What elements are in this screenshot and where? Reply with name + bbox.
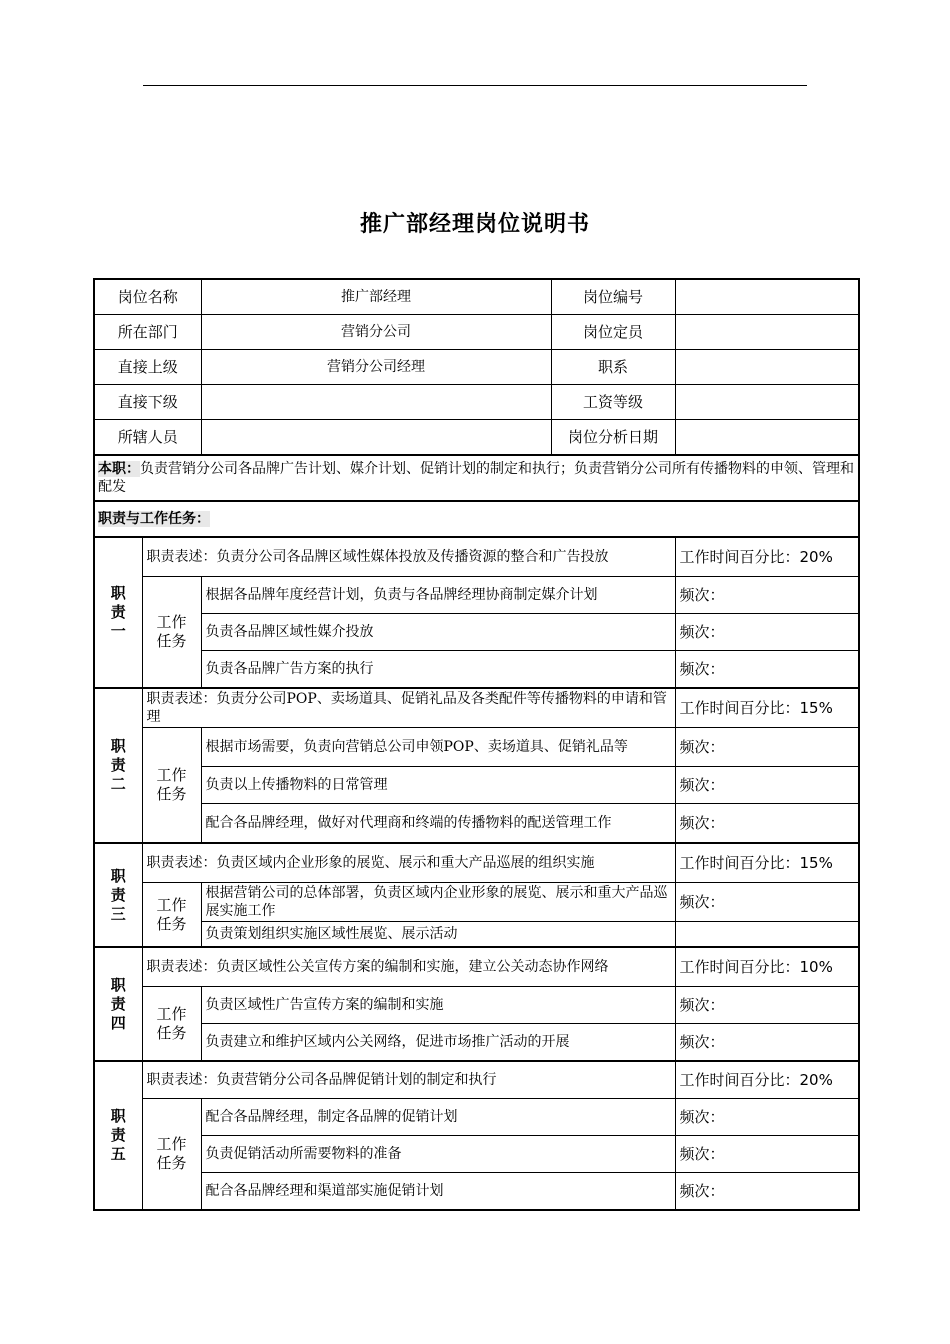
- info-value: 营销分公司经理: [201, 350, 551, 385]
- info-value: 营销分公司: [201, 315, 551, 350]
- task-row: [94, 767, 859, 804]
- info-row: [94, 420, 859, 456]
- task-frequency: 频次：: [675, 577, 859, 614]
- benzhi-cell: [94, 455, 859, 501]
- duty-desc-row: [94, 688, 859, 728]
- info-label: 直接下级: [94, 385, 201, 420]
- task-frequency: 频次：: [675, 1136, 859, 1173]
- task-row: [94, 804, 859, 844]
- task-label: [142, 728, 201, 844]
- job-description-table: [93, 278, 860, 1211]
- task-label: [142, 577, 201, 689]
- info-value: [675, 385, 859, 420]
- task-text: 负责策划组织实施区域性展览、展示活动: [201, 922, 675, 948]
- info-label: 岗位分析日期: [551, 420, 675, 456]
- duty-name: [94, 843, 142, 947]
- duty-description: 职责表述：负责区域内企业形象的展览、展示和重大产品巡展的组织实施: [142, 843, 675, 883]
- task-frequency: [675, 922, 859, 948]
- info-label: 岗位定员: [551, 315, 675, 350]
- info-label: 岗位编号: [551, 279, 675, 315]
- benzhi-row: [94, 455, 859, 501]
- task-text: 配合各品牌经理，制定各品牌的促销计划: [201, 1099, 675, 1136]
- duty-desc-row: [94, 1061, 859, 1099]
- benzhi-label: 本职：: [98, 461, 140, 477]
- duty-desc-row: [94, 843, 859, 883]
- header-rule: [143, 85, 807, 86]
- info-label: 岗位名称: [94, 279, 201, 315]
- task-text: 根据各品牌年度经营计划，负责与各品牌经理协商制定媒介计划: [201, 577, 675, 614]
- duty-name: [94, 688, 142, 843]
- task-frequency: 频次：: [675, 1099, 859, 1136]
- task-frequency: 频次：: [675, 614, 859, 651]
- info-value: [675, 279, 859, 315]
- task-frequency: 频次：: [675, 804, 859, 844]
- duty-name: [94, 1061, 142, 1210]
- work-time-percentage: 工作时间百分比：10%: [675, 947, 859, 987]
- info-label: 工资等级: [551, 385, 675, 420]
- task-row: [94, 922, 859, 948]
- duty-name: [94, 947, 142, 1061]
- task-frequency: 频次：: [675, 767, 859, 804]
- task-row: [94, 614, 859, 651]
- work-time-percentage: 工作时间百分比：15%: [675, 688, 859, 728]
- task-row: [94, 728, 859, 767]
- task-label: [142, 1099, 201, 1211]
- task-text: 负责各品牌广告方案的执行: [201, 651, 675, 689]
- task-text: 负责促销活动所需要物料的准备: [201, 1136, 675, 1173]
- info-value: [675, 420, 859, 456]
- task-row: [94, 987, 859, 1024]
- task-text: 根据营销公司的总体部署，负责区域内企业形象的展览、展示和重大产品巡展实施工作: [201, 883, 675, 922]
- task-row: [94, 1173, 859, 1211]
- duty-name: [94, 537, 142, 688]
- info-row: [94, 315, 859, 350]
- info-row: [94, 279, 859, 315]
- info-value: 推广部经理: [201, 279, 551, 315]
- task-row: [94, 1099, 859, 1136]
- task-frequency: 频次：: [675, 987, 859, 1024]
- info-value: [675, 315, 859, 350]
- task-text: 根据市场需要，负责向营销总公司申领POP、卖场道具、促销礼品等: [201, 728, 675, 767]
- duty-description: 职责表述：负责营销分公司各品牌促销计划的制定和执行: [142, 1061, 675, 1099]
- duty-desc-row: [94, 537, 859, 577]
- info-label: 直接上级: [94, 350, 201, 385]
- task-frequency: 频次：: [675, 728, 859, 767]
- task-text: 负责各品牌区域性媒介投放: [201, 614, 675, 651]
- task-row: [94, 651, 859, 689]
- task-row: [94, 883, 859, 922]
- duty-name-text: 职责五: [110, 1107, 126, 1163]
- page-title: 推广部经理岗位说明书: [359, 212, 590, 237]
- section-heading-row: [94, 501, 859, 537]
- task-frequency: 频次：: [675, 651, 859, 689]
- task-text: 负责以上传播物料的日常管理: [201, 767, 675, 804]
- task-row: [94, 577, 859, 614]
- task-text: 配合各品牌经理，做好对代理商和终端的传播物料的配送管理工作: [201, 804, 675, 844]
- task-label-text: 工作任务: [156, 1135, 187, 1172]
- duty-description: 职责表述：负责分公司各品牌区域性媒体投放及传播资源的整合和广告投放: [142, 537, 675, 577]
- duty-name-text: 职责三: [110, 866, 126, 923]
- duty-description: 职责表述：负责区域性公关宣传方案的编制和实施，建立公关动态协作网络: [142, 947, 675, 987]
- task-text: 配合各品牌经理和渠道部实施促销计划: [201, 1173, 675, 1211]
- task-frequency: 频次：: [675, 1173, 859, 1211]
- duty-description: 职责表述：负责分公司POP、卖场道具、促销礼品及各类配件等传播物料的申请和管理: [142, 688, 675, 728]
- task-row: [94, 1136, 859, 1173]
- info-row: [94, 385, 859, 420]
- info-label: 职系: [551, 350, 675, 385]
- task-label-text: 工作任务: [156, 895, 187, 933]
- work-time-percentage: 工作时间百分比：15%: [675, 843, 859, 883]
- info-label: 所在部门: [94, 315, 201, 350]
- info-row: [94, 350, 859, 385]
- duty-name-text: 职责一: [110, 584, 126, 640]
- benzhi-text: 负责营销分公司各品牌广告计划、媒介计划、促销计划的制定和执行；负责营销分公司所有传播物料的申领、管理和配发: [98, 461, 854, 495]
- task-label: [142, 987, 201, 1062]
- task-label-text: 工作任务: [156, 613, 187, 650]
- info-value: [675, 350, 859, 385]
- task-frequency: 频次：: [675, 1024, 859, 1062]
- duty-desc-row: [94, 947, 859, 987]
- work-time-percentage: 工作时间百分比：20%: [675, 537, 859, 577]
- task-text: 负责建立和维护区域内公关网络，促进市场推广活动的开展: [201, 1024, 675, 1062]
- task-label: [142, 883, 201, 948]
- task-text: 负责区域性广告宣传方案的编制和实施: [201, 987, 675, 1024]
- task-row: [94, 1024, 859, 1062]
- work-time-percentage: 工作时间百分比：20%: [675, 1061, 859, 1099]
- info-value: [201, 385, 551, 420]
- info-label: 所辖人员: [94, 420, 201, 456]
- info-value: [201, 420, 551, 456]
- task-label-text: 工作任务: [156, 766, 187, 803]
- duty-name-text: 职责四: [110, 975, 126, 1032]
- task-label-text: 工作任务: [156, 1004, 187, 1042]
- section-heading-cell: [94, 501, 859, 537]
- duty-name-text: 职责二: [110, 737, 126, 793]
- task-frequency: 频次：: [675, 883, 859, 922]
- section-heading: 职责与工作任务：: [98, 511, 210, 527]
